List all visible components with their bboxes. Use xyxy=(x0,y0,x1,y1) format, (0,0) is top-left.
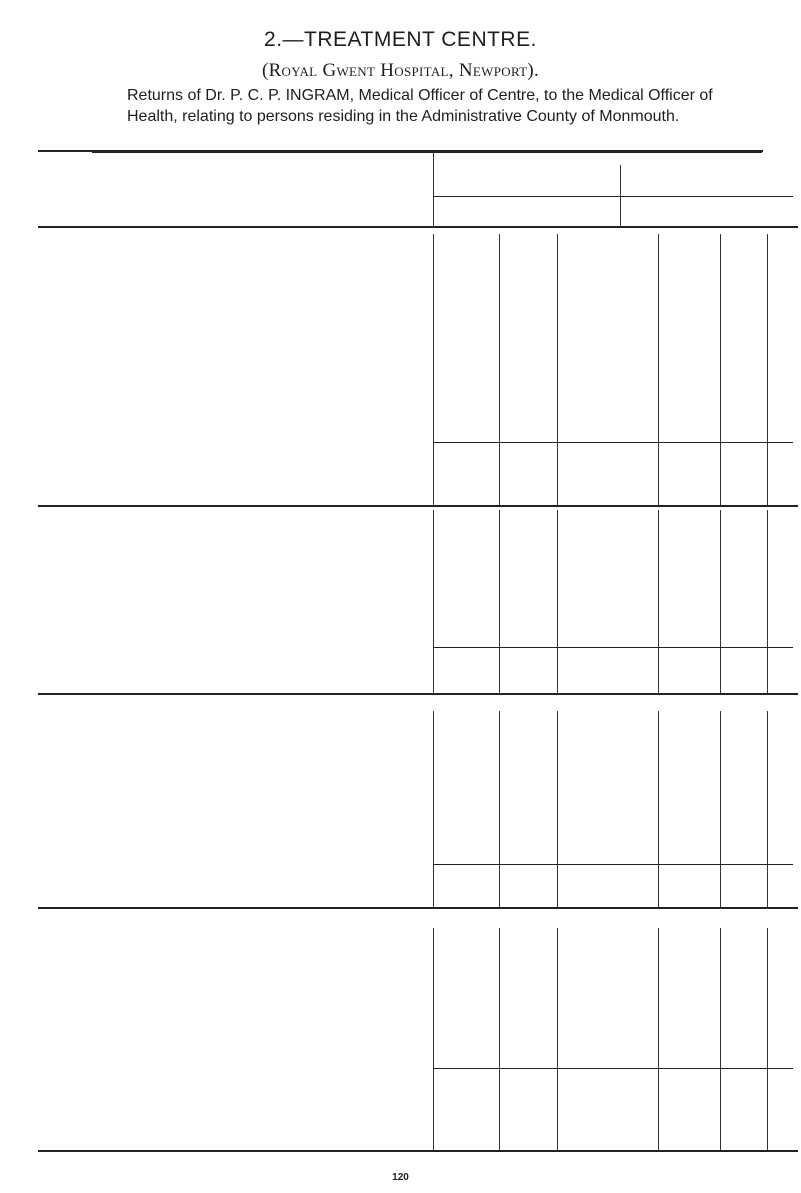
column-divider xyxy=(720,510,721,693)
section-rule xyxy=(38,693,798,695)
page-title: 2.—TREATMENT CENTRE. xyxy=(264,28,537,51)
top-rule-thin xyxy=(92,152,762,153)
section-rule xyxy=(38,1150,798,1152)
intro-paragraph: Returns of Dr. P. C. P. INGRAM, Medical Officer of Centre, to the Medical Officer of Health, relating to persons residing in the Administrative County of Monmouth. xyxy=(127,87,713,125)
year-rule xyxy=(433,196,793,197)
column-divider xyxy=(658,510,659,693)
header-rule xyxy=(38,226,798,228)
column-divider xyxy=(433,928,434,1150)
column-divider xyxy=(720,928,721,1150)
column-divider xyxy=(557,234,558,505)
column-divider xyxy=(499,510,500,693)
column-divider xyxy=(557,510,558,693)
column-divider xyxy=(433,711,434,907)
total-rule xyxy=(433,1068,793,1069)
column-divider xyxy=(557,711,558,907)
total-rule xyxy=(433,647,793,648)
section-rule xyxy=(38,505,798,507)
header-vline xyxy=(620,165,621,228)
column-divider xyxy=(767,234,768,505)
total-rule xyxy=(433,442,793,443)
column-divider xyxy=(433,510,434,693)
column-divider xyxy=(720,711,721,907)
column-divider xyxy=(433,234,434,505)
column-divider xyxy=(767,711,768,907)
header-vline xyxy=(433,152,434,228)
section-rule xyxy=(38,907,798,909)
column-divider xyxy=(767,928,768,1150)
total-rule xyxy=(433,864,793,865)
column-divider xyxy=(720,234,721,505)
column-divider xyxy=(767,510,768,693)
column-divider xyxy=(658,711,659,907)
page-number: 120 xyxy=(392,1172,409,1183)
column-divider xyxy=(557,928,558,1150)
column-divider xyxy=(499,928,500,1150)
column-divider xyxy=(658,234,659,505)
page-subtitle: (Royal Gwent Hospital, Newport). xyxy=(261,60,540,81)
column-divider xyxy=(499,234,500,505)
column-divider xyxy=(499,711,500,907)
column-divider xyxy=(658,928,659,1150)
